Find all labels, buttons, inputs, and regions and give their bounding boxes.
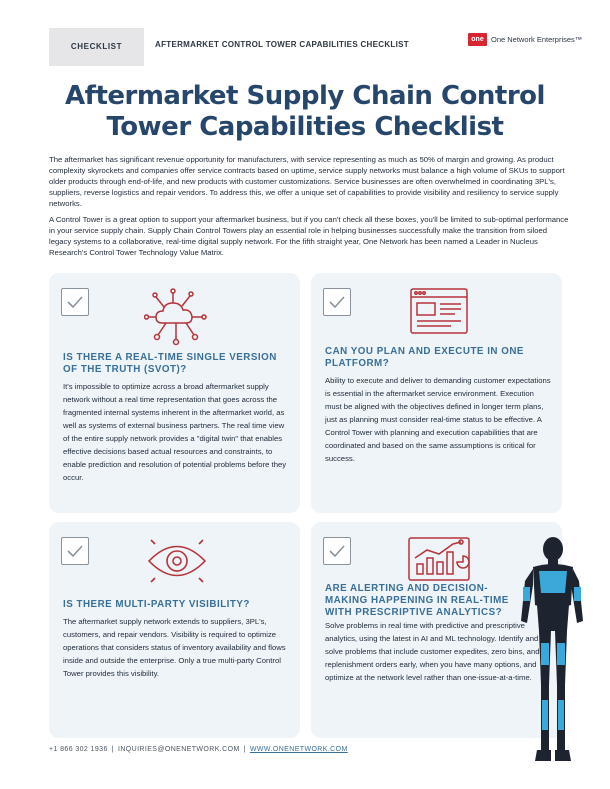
- document-label: AFTERMARKET CONTROL TOWER CAPABILITIES CHECKLIST: [155, 40, 409, 49]
- checklist-card-svot: [49, 273, 300, 513]
- eye-icon: [145, 536, 209, 586]
- separator: |: [243, 746, 246, 753]
- title-line-2: Tower Capabilities Checklist: [106, 112, 504, 142]
- card-body: It's impossible to optimize across a broad aftermarket supply network without a real time representation that goes across the fragmented internal systems inherent in the aftermarket world, as well as systems of external business partners. The real time view of the entire supply network provides a "digital twin" that enables effective decisions based actual resources and constraints, to enable prediction and resolution of potential problems before they occur.: [63, 382, 287, 482]
- page-header: [0, 0, 610, 66]
- card-title: IS THERE A REAL-TIME SINGLE VERSION OF THE TRUTH (SVOT)?: [63, 352, 277, 375]
- website-link[interactable]: WWW.ONENETWORK.COM: [249, 746, 348, 753]
- cloud-network-icon: [144, 287, 208, 347]
- card-title: CAN YOU PLAN AND EXECUTE IN ONE PLATFORM?: [325, 346, 524, 369]
- checkbox[interactable]: [61, 537, 89, 565]
- card-body: The aftermarket supply network extends to suppliers, 3PL's, customers, and repair vendors. Visibility is required to optimize operations that considers status of inventory availability and flows inside and outside the enterprise. Only a true multi-party Control Tower provides this visibility.: [63, 617, 286, 678]
- card-title: IS THERE MULTI-PARTY VISIBILITY?: [63, 599, 250, 610]
- intro-paragraph-1: The aftermarket has significant revenue opportunity for manufacturers, with service representing as much as 50% of margin and growing. As product complexity skyrockets and companies offer service contracts based on uptime, service supply networks must balance a high volume of SKUs to support older products through end-of-life, and new products with customer customizations. Service businesses are often overwhelmed in coordinating 3PL's, suppliers, reverse logistics and repair vendors. To address this, we offer a unique set of capabilities to provide visibility and resiliency to service supply networks.: [49, 155, 565, 209]
- checklist-card-visibility: [49, 522, 300, 738]
- checklist-tag: CHECKLIST: [49, 28, 144, 66]
- card-body: Ability to execute and deliver to demanding customer expectations is essential in the aftermarket service environment. Execution must be aligned with the objectives defined in longer term plans, just as planning must consider real-time status to be effective. A Control Tower with planning and execution capabilities that are coordinated and based on the same assumptions is critical for success.: [325, 376, 551, 463]
- checklist-card-plan-execute: [311, 273, 562, 513]
- card-body: Solve problems in real time with predictive and prescriptive analytics, using the latest in AI and ML technology. Identify and solve problems that include customer expedites, zero bins, and replenishment orders early, when you have many options, and optimize at the network level rather than one-issue-at-a-time.: [325, 621, 540, 682]
- checkbox[interactable]: [323, 288, 351, 316]
- logo-text: One Network Enterprises™: [491, 35, 583, 44]
- browser-plan-icon: [407, 287, 471, 337]
- checkmark-icon: [65, 292, 85, 312]
- card-title: ARE ALERTING AND DECISION-MAKING HAPPENING IN REAL-TIME WITH PRESCRIPTIVE ANALYTICS?: [325, 583, 509, 618]
- intro-paragraph-2: A Control Tower is a great option to support your aftermarket business, but if you can't check all these boxes, you'll be limited to sub-optimal performance in your service supply chain. Supply Chain Control Towers play an essential role in helping businesses successfully make the transition from siloed legacy systems to a collaborative, real-time digital supply network. For the fifth straight year, One Network has been named a Leader in Nucleus Research's Control Tower Technology Value Matrix.: [49, 215, 569, 258]
- robot-illustration: [515, 535, 585, 789]
- page-title: [0, 81, 610, 143]
- separator: |: [111, 746, 114, 753]
- company-logo[interactable]: [468, 33, 582, 46]
- checkbox[interactable]: [61, 288, 89, 316]
- phone-number[interactable]: +1 866 302 1936: [49, 746, 108, 753]
- email-address[interactable]: INQUIRIES@ONENETWORK.COM: [117, 746, 240, 753]
- logo-mark: one: [468, 33, 487, 46]
- checkmark-icon: [65, 541, 85, 561]
- checkbox[interactable]: [323, 537, 351, 565]
- analytics-chart-icon: [407, 534, 471, 584]
- checkmark-icon: [327, 541, 347, 561]
- title-line-1: Aftermarket Supply Chain Control: [65, 81, 545, 111]
- page-footer: [49, 746, 348, 753]
- checkmark-icon: [327, 292, 347, 312]
